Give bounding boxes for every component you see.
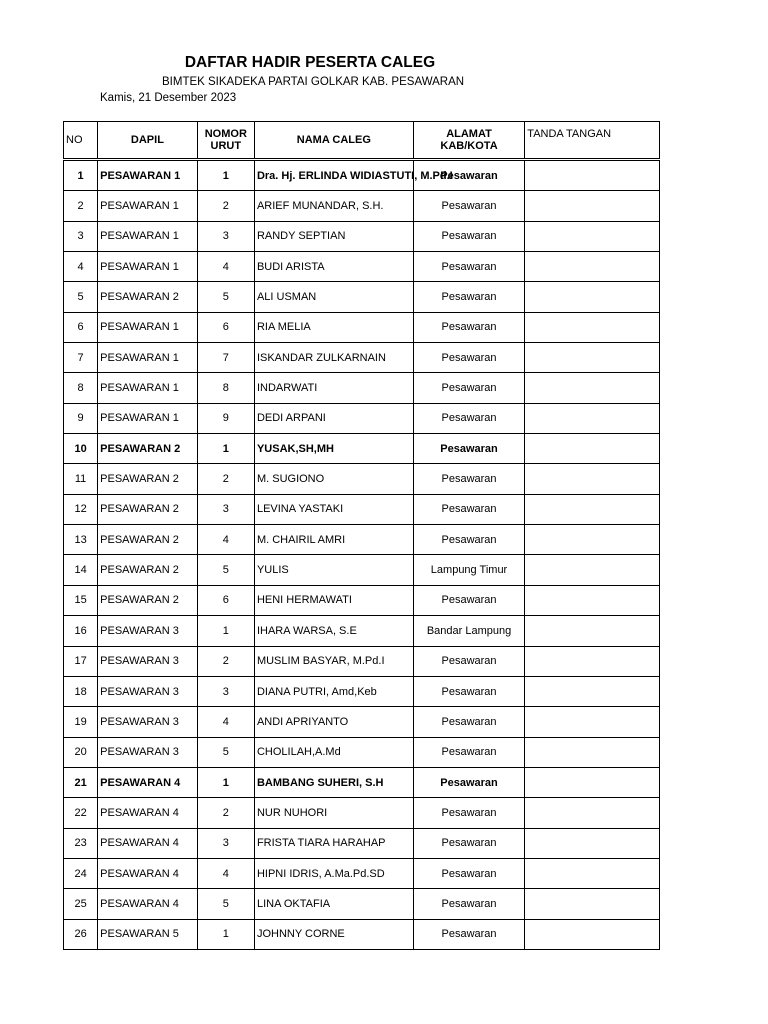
cell-alamat: Pesawaran	[413, 191, 525, 221]
cell-nama-caleg: RIA MELIA	[254, 312, 413, 342]
cell-nomor-urut: 1	[197, 767, 254, 797]
cell-tanda-tangan[interactable]	[525, 889, 660, 919]
cell-no: 18	[64, 676, 98, 706]
table-row	[64, 191, 660, 221]
cell-alamat: Pesawaran	[413, 919, 525, 949]
document-title	[0, 54, 620, 72]
cell-alamat: Pesawaran	[413, 252, 525, 282]
cell-no: 25	[64, 889, 98, 919]
cell-no: 2	[64, 191, 98, 221]
column-header-alamat-line1: ALAMAT	[446, 128, 492, 140]
cell-tanda-tangan[interactable]	[525, 585, 660, 615]
cell-nama-caleg: Dra. Hj. ERLINDA WIDIASTUTI, M.Pd.I	[254, 160, 413, 191]
cell-nomor-urut: 9	[197, 403, 254, 433]
cell-nomor-urut: 1	[197, 919, 254, 949]
column-header-nomor-urut-line1: NOMOR	[204, 128, 247, 140]
cell-alamat: Pesawaran	[413, 798, 525, 828]
cell-dapil: PESAWARAN 2	[98, 494, 198, 524]
cell-nomor-urut: 3	[197, 828, 254, 858]
cell-dapil: PESAWARAN 2	[98, 282, 198, 312]
cell-no: 16	[64, 616, 98, 646]
cell-dapil: PESAWARAN 1	[98, 191, 198, 221]
table-row	[64, 555, 660, 585]
cell-nomor-urut: 1	[197, 616, 254, 646]
cell-alamat: Pesawaran	[413, 525, 525, 555]
cell-alamat: Lampung Timur	[413, 555, 525, 585]
cell-alamat: Pesawaran	[413, 707, 525, 737]
table-row	[64, 798, 660, 828]
cell-no: 14	[64, 555, 98, 585]
cell-alamat: Pesawaran	[413, 343, 525, 373]
table-row	[64, 525, 660, 555]
cell-alamat: Pesawaran	[413, 403, 525, 433]
cell-no: 23	[64, 828, 98, 858]
cell-tanda-tangan[interactable]	[525, 403, 660, 433]
cell-nama-caleg: YULIS	[254, 555, 413, 585]
cell-alamat: Pesawaran	[413, 767, 525, 797]
cell-nama-caleg: HENI HERMAWATI	[254, 585, 413, 615]
column-header-nomor-urut	[197, 122, 254, 160]
cell-dapil: PESAWARAN 1	[98, 160, 198, 191]
cell-alamat: Pesawaran	[413, 737, 525, 767]
cell-tanda-tangan[interactable]	[525, 252, 660, 282]
cell-nama-caleg: JOHNNY CORNE	[254, 919, 413, 949]
cell-dapil: PESAWARAN 4	[98, 858, 198, 888]
cell-nomor-urut: 5	[197, 889, 254, 919]
column-header-alamat	[413, 122, 525, 160]
cell-nomor-urut: 4	[197, 858, 254, 888]
cell-dapil: PESAWARAN 3	[98, 616, 198, 646]
table-row	[64, 919, 660, 949]
cell-dapil: PESAWARAN 1	[98, 343, 198, 373]
cell-nama-caleg: DIANA PUTRI, Amd,Keb	[254, 676, 413, 706]
cell-alamat: Pesawaran	[413, 585, 525, 615]
table-row	[64, 676, 660, 706]
cell-dapil: PESAWARAN 4	[98, 767, 198, 797]
cell-nomor-urut: 5	[197, 737, 254, 767]
cell-no: 11	[64, 464, 98, 494]
cell-no: 12	[64, 494, 98, 524]
cell-dapil: PESAWARAN 2	[98, 585, 198, 615]
column-header-no: NO	[64, 122, 98, 160]
cell-dapil: PESAWARAN 2	[98, 434, 198, 464]
cell-dapil: PESAWARAN 4	[98, 798, 198, 828]
cell-no: 6	[64, 312, 98, 342]
cell-tanda-tangan[interactable]	[525, 828, 660, 858]
cell-nama-caleg: LINA OKTAFIA	[254, 889, 413, 919]
cell-nama-caleg: NUR NUHORI	[254, 798, 413, 828]
cell-dapil: PESAWARAN 2	[98, 464, 198, 494]
table-row	[64, 221, 660, 251]
cell-tanda-tangan[interactable]	[525, 160, 660, 191]
cell-nama-caleg: M. SUGIONO	[254, 464, 413, 494]
table-row	[64, 160, 660, 191]
cell-no: 8	[64, 373, 98, 403]
cell-no: 5	[64, 282, 98, 312]
cell-dapil: PESAWARAN 2	[98, 555, 198, 585]
cell-nomor-urut: 4	[197, 252, 254, 282]
cell-nomor-urut: 2	[197, 646, 254, 676]
column-header-tanda-tangan: TANDA TANGAN	[525, 122, 660, 160]
cell-dapil: PESAWARAN 3	[98, 646, 198, 676]
cell-nomor-urut: 4	[197, 525, 254, 555]
cell-alamat: Pesawaran	[413, 858, 525, 888]
cell-no: 26	[64, 919, 98, 949]
table-row	[64, 343, 660, 373]
cell-alamat: Pesawaran	[413, 221, 525, 251]
cell-nomor-urut: 2	[197, 798, 254, 828]
cell-alamat: Pesawaran	[413, 889, 525, 919]
cell-alamat: Pesawaran	[413, 494, 525, 524]
cell-tanda-tangan[interactable]	[525, 312, 660, 342]
cell-tanda-tangan[interactable]	[525, 373, 660, 403]
cell-tanda-tangan[interactable]	[525, 555, 660, 585]
table-row	[64, 585, 660, 615]
cell-nomor-urut: 1	[197, 434, 254, 464]
table-row	[64, 494, 660, 524]
table-row	[64, 858, 660, 888]
table-row	[64, 464, 660, 494]
cell-nomor-urut: 8	[197, 373, 254, 403]
cell-nama-caleg: RANDY SEPTIAN	[254, 221, 413, 251]
cell-nama-caleg: CHOLILAH,A.Md	[254, 737, 413, 767]
attendance-table	[63, 121, 660, 950]
cell-no: 21	[64, 767, 98, 797]
cell-dapil: PESAWARAN 1	[98, 252, 198, 282]
cell-tanda-tangan[interactable]	[525, 737, 660, 767]
cell-no: 7	[64, 343, 98, 373]
cell-no: 13	[64, 525, 98, 555]
cell-tanda-tangan[interactable]	[525, 858, 660, 888]
cell-no: 24	[64, 858, 98, 888]
document-date: Kamis, 21 Desember 2023	[100, 92, 237, 104]
document-title-text: DAFTAR HADIR PESERTA CALEG	[184, 54, 436, 71]
cell-nama-caleg: INDARWATI	[254, 373, 413, 403]
cell-alamat: Pesawaran	[413, 434, 525, 464]
cell-nomor-urut: 5	[197, 555, 254, 585]
cell-no: 9	[64, 403, 98, 433]
cell-tanda-tangan[interactable]	[525, 707, 660, 737]
cell-alamat: Pesawaran	[413, 676, 525, 706]
cell-nomor-urut: 6	[197, 312, 254, 342]
cell-nama-caleg: IHARA WARSA, S.E	[254, 616, 413, 646]
cell-nama-caleg: FRISTA TIARA HARAHAP	[254, 828, 413, 858]
table-row	[64, 767, 660, 797]
cell-nama-caleg: BUDI ARISTA	[254, 252, 413, 282]
cell-alamat: Pesawaran	[413, 373, 525, 403]
cell-dapil: PESAWARAN 1	[98, 373, 198, 403]
column-header-alamat-line2: KAB/KOTA	[440, 140, 498, 152]
cell-nama-caleg: ISKANDAR ZULKARNAIN	[254, 343, 413, 373]
cell-nama-caleg: ANDI APRIYANTO	[254, 707, 413, 737]
cell-nama-caleg: ALI USMAN	[254, 282, 413, 312]
cell-nama-caleg: LEVINA YASTAKI	[254, 494, 413, 524]
cell-nomor-urut: 5	[197, 282, 254, 312]
cell-tanda-tangan[interactable]	[525, 767, 660, 797]
table-row	[64, 889, 660, 919]
cell-nomor-urut: 3	[197, 676, 254, 706]
table-row	[64, 312, 660, 342]
cell-no: 4	[64, 252, 98, 282]
table-body	[64, 160, 660, 950]
cell-no: 19	[64, 707, 98, 737]
cell-dapil: PESAWARAN 1	[98, 403, 198, 433]
cell-dapil: PESAWARAN 1	[98, 221, 198, 251]
cell-nomor-urut: 3	[197, 494, 254, 524]
cell-tanda-tangan[interactable]	[525, 919, 660, 949]
table-row	[64, 252, 660, 282]
cell-alamat: Pesawaran	[413, 312, 525, 342]
cell-tanda-tangan[interactable]	[525, 282, 660, 312]
cell-nomor-urut: 1	[197, 160, 254, 191]
cell-tanda-tangan[interactable]	[525, 343, 660, 373]
cell-tanda-tangan[interactable]	[525, 525, 660, 555]
cell-no: 17	[64, 646, 98, 676]
cell-dapil: PESAWARAN 4	[98, 889, 198, 919]
cell-no: 20	[64, 737, 98, 767]
cell-nama-caleg: MUSLIM BASYAR, M.Pd.I	[254, 646, 413, 676]
cell-tanda-tangan[interactable]	[525, 464, 660, 494]
cell-dapil: PESAWARAN 5	[98, 919, 198, 949]
cell-no: 1	[64, 160, 98, 191]
table-row	[64, 828, 660, 858]
cell-dapil: PESAWARAN 3	[98, 707, 198, 737]
cell-dapil: PESAWARAN 3	[98, 676, 198, 706]
cell-tanda-tangan[interactable]	[525, 616, 660, 646]
cell-nama-caleg: DEDI ARPANI	[254, 403, 413, 433]
cell-nomor-urut: 4	[197, 707, 254, 737]
cell-no: 3	[64, 221, 98, 251]
column-header-nomor-urut-line2: URUT	[210, 140, 242, 152]
cell-tanda-tangan[interactable]	[525, 434, 660, 464]
cell-tanda-tangan[interactable]	[525, 646, 660, 676]
cell-no: 22	[64, 798, 98, 828]
cell-nama-caleg: YUSAK,SH,MH	[254, 434, 413, 464]
table-row	[64, 737, 660, 767]
column-header-nama-caleg: NAMA CALEG	[254, 122, 413, 160]
table-row	[64, 616, 660, 646]
cell-nomor-urut: 3	[197, 221, 254, 251]
table-row	[64, 434, 660, 464]
cell-tanda-tangan[interactable]	[525, 221, 660, 251]
cell-alamat: Pesawaran	[413, 828, 525, 858]
document-subtitle: BIMTEK SIKADEKA PARTAI GOLKAR KAB. PESAWARAN	[162, 76, 465, 88]
cell-alamat: Pesawaran	[413, 464, 525, 494]
column-header-dapil: DAPIL	[98, 122, 198, 160]
cell-tanda-tangan[interactable]	[525, 191, 660, 221]
cell-dapil: PESAWARAN 4	[98, 828, 198, 858]
cell-nama-caleg: M. CHAIRIL AMRI	[254, 525, 413, 555]
cell-nomor-urut: 2	[197, 464, 254, 494]
cell-alamat: Bandar Lampung	[413, 616, 525, 646]
cell-nomor-urut: 2	[197, 191, 254, 221]
cell-nama-caleg: HIPNI IDRIS, A.Ma.Pd.SD	[254, 858, 413, 888]
table-row	[64, 282, 660, 312]
cell-dapil: PESAWARAN 3	[98, 737, 198, 767]
table-header-row	[64, 122, 660, 160]
cell-alamat: Pesawaran	[413, 282, 525, 312]
cell-tanda-tangan[interactable]	[525, 798, 660, 828]
table-row	[64, 707, 660, 737]
cell-tanda-tangan[interactable]	[525, 676, 660, 706]
table-row	[64, 373, 660, 403]
cell-nama-caleg: BAMBANG SUHERI, S.H	[254, 767, 413, 797]
cell-nama-caleg: ARIEF MUNANDAR, S.H.	[254, 191, 413, 221]
cell-nomor-urut: 6	[197, 585, 254, 615]
cell-no: 15	[64, 585, 98, 615]
cell-dapil: PESAWARAN 1	[98, 312, 198, 342]
cell-dapil: PESAWARAN 2	[98, 525, 198, 555]
cell-tanda-tangan[interactable]	[525, 494, 660, 524]
table-row	[64, 403, 660, 433]
table-row	[64, 646, 660, 676]
cell-alamat: Pesawaran	[413, 160, 525, 191]
cell-no: 10	[64, 434, 98, 464]
cell-nomor-urut: 7	[197, 343, 254, 373]
cell-alamat: Pesawaran	[413, 646, 525, 676]
